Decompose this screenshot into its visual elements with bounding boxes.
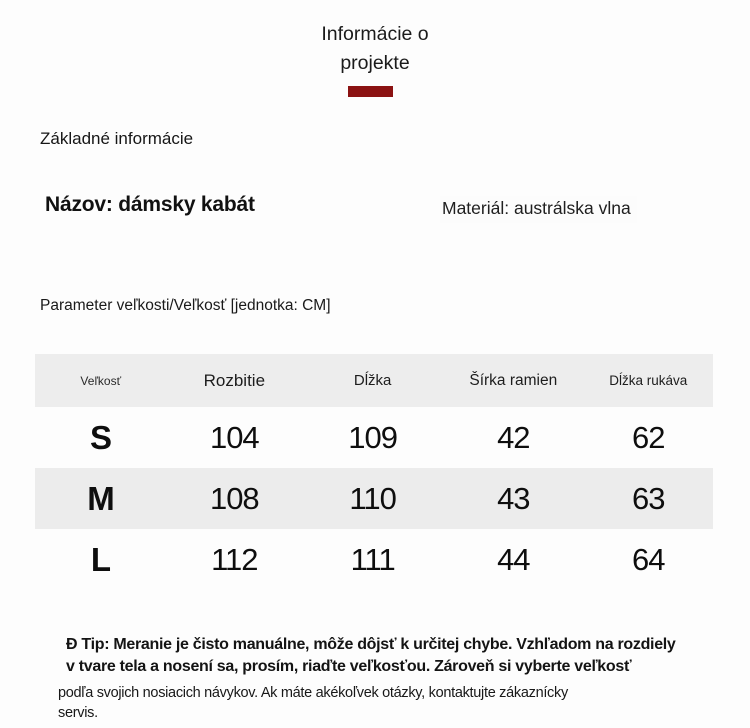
length-value: 111 (350, 541, 395, 577)
col-header-bust: Rozbitie (203, 370, 266, 390)
bust-value: 108 (209, 480, 259, 516)
shoulder-width-value: 44 (497, 541, 530, 577)
sleeve-length-value: 64 (631, 541, 665, 577)
col-header-size: Veľkosť (80, 373, 122, 388)
tip-line-3: podľa svojich nosiacich návykov. Ak máte akékoľvek otázky, kontaktujte zákaznícky (58, 685, 568, 701)
col-header-sleeve-length: Dĺžka rukáva (609, 373, 688, 388)
tip-line-2: v tvare tela a nosení sa, prosím, riaďte veľkosťou. Zároveň si vyberte veľkosť (66, 658, 632, 675)
product-material: Materiál: austrálska vlna (440, 196, 637, 223)
length-value: 109 (348, 419, 397, 455)
page-title-line-1: Informácie o (321, 23, 429, 45)
tip-text (58, 634, 718, 723)
shoulder-width-value: 43 (497, 480, 530, 516)
size-label: L (90, 540, 111, 578)
sleeve-length-value: 62 (631, 419, 665, 455)
table-row-m (35, 468, 713, 529)
basic-info-heading: Základné informácie (40, 129, 194, 148)
page-header (0, 20, 750, 78)
size-table-header-row (35, 354, 713, 407)
bust-value: 104 (209, 419, 259, 455)
title-accent-bar (348, 86, 393, 97)
table-row-s (35, 407, 713, 468)
size-label: M (87, 479, 115, 517)
sleeve-length-value: 63 (631, 480, 665, 516)
size-label: S (90, 418, 112, 456)
size-parameter-heading: Parameter veľkosti/Veľkosť [jednotka: CM] (40, 297, 331, 314)
tip-line-4: servis. (58, 705, 98, 721)
size-table (35, 354, 713, 590)
bust-value: 112 (211, 541, 258, 577)
length-value: 110 (349, 480, 396, 516)
table-row-l (35, 529, 713, 590)
tip-line-1: Đ Tip: Meranie je čisto manuálne, môže dôjsť k určitej chybe. Vzhľadom na rozdiely (66, 636, 676, 653)
col-header-length: Dĺžka (353, 372, 392, 389)
col-header-shoulder-width: Šírka ramien (469, 371, 558, 389)
shoulder-width-value: 42 (497, 419, 530, 455)
page-title-line-2: projekte (340, 52, 410, 74)
product-name: Názov: dámsky kabát (45, 193, 255, 216)
